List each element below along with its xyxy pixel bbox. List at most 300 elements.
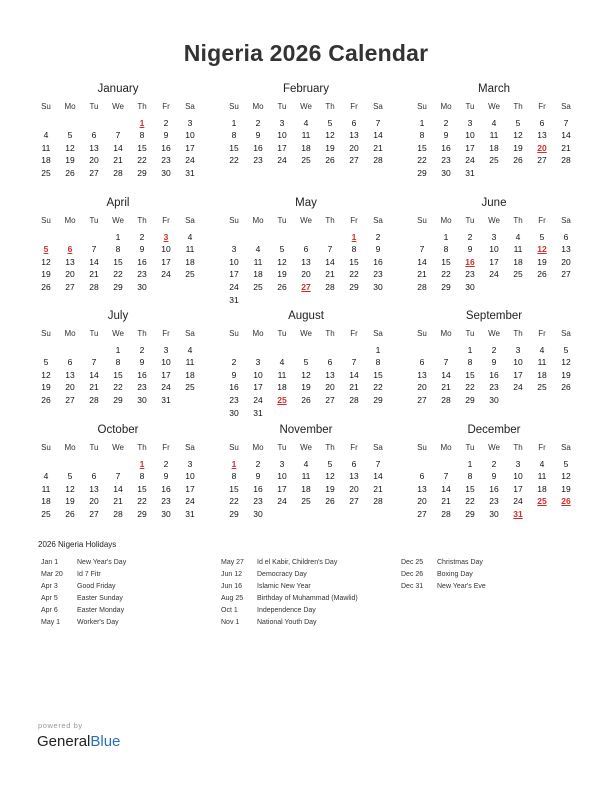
weekday-header: Su — [229, 443, 239, 452]
day-cell: 18 — [185, 369, 195, 380]
holiday-item — [221, 571, 358, 583]
day-cell: 24 — [161, 269, 171, 280]
day-cell: 24 — [513, 496, 523, 507]
day-cell: 13 — [349, 130, 359, 141]
day-cell: 14 — [441, 483, 451, 494]
weekday-header: Sa — [561, 102, 571, 111]
holiday-date: Jan 1 — [41, 559, 59, 566]
day-cell: 13 — [65, 256, 75, 267]
day-cell: 29 — [465, 395, 475, 405]
day-cell: 7 — [419, 244, 425, 255]
day-cell: 11 — [489, 130, 499, 141]
day-cell: 24 — [185, 155, 195, 166]
holiday-date: May 27 — [221, 559, 244, 566]
weekday-header: Su — [417, 102, 427, 111]
day-cell: 22 — [113, 382, 123, 393]
day-cell: 6 — [303, 244, 309, 255]
weekday-header: Th — [137, 329, 147, 338]
day-cell: 16 — [253, 483, 263, 494]
day-cell: 21 — [373, 483, 383, 494]
day-cell: 1 — [375, 344, 381, 355]
holiday-day: 27 — [301, 282, 311, 292]
day-cell: 11 — [253, 256, 263, 267]
day-cell: 15 — [229, 142, 239, 153]
day-cell: 18 — [537, 369, 547, 380]
weekday-header: Su — [417, 216, 427, 225]
holiday-name: Islamic New Year — [257, 583, 311, 590]
month-9 — [34, 424, 202, 519]
weekday-header: Sa — [561, 216, 571, 225]
day-cell: 14 — [441, 369, 451, 380]
weekday-header: Mo — [440, 216, 452, 225]
day-cell: 16 — [229, 382, 239, 393]
day-cell: 2 — [467, 231, 473, 242]
weekday-header: We — [112, 216, 124, 225]
day-cell: 16 — [489, 369, 499, 380]
day-cell: 28 — [349, 395, 359, 405]
day-cell: 19 — [65, 155, 75, 166]
day-cell: 25 — [513, 269, 523, 280]
day-cell: 4 — [255, 244, 261, 255]
holiday-day: 3 — [163, 231, 169, 242]
day-cell: 16 — [161, 142, 171, 153]
day-cell: 26 — [65, 509, 75, 519]
day-cell: 3 — [187, 117, 193, 128]
day-cell: 12 — [41, 369, 51, 380]
day-cell: 10 — [277, 130, 287, 141]
day-cell: 21 — [441, 382, 451, 393]
weekday-header: Tu — [465, 216, 475, 225]
day-cell: 19 — [65, 496, 75, 507]
day-cell: 20 — [325, 382, 335, 393]
day-cell: 11 — [185, 244, 195, 255]
weekday-header: Fr — [538, 443, 546, 452]
holiday-item — [41, 607, 126, 619]
day-cell: 13 — [561, 244, 571, 255]
weekday-header: Tu — [89, 443, 99, 452]
day-cell: 19 — [513, 142, 523, 153]
day-cell: 6 — [539, 117, 545, 128]
day-cell: 27 — [89, 168, 99, 178]
day-cell: 11 — [537, 471, 547, 482]
weekday-header: Sa — [373, 216, 383, 225]
day-cell: 12 — [513, 130, 523, 141]
day-cell: 10 — [185, 471, 195, 482]
day-cell: 4 — [187, 231, 193, 242]
holiday-date: Nov 1 — [221, 619, 240, 626]
day-cell: 30 — [253, 509, 263, 519]
day-cell: 19 — [325, 142, 335, 153]
day-cell: 22 — [417, 155, 427, 166]
day-cell: 3 — [515, 458, 521, 469]
holiday-name: New Year's Eve — [437, 583, 486, 590]
weekday-header: Sa — [561, 443, 571, 452]
day-cell: 31 — [185, 509, 195, 519]
holidays-heading: 2026 Nigeria Holidays — [38, 540, 117, 549]
holiday-name: Independence Day — [257, 607, 316, 614]
day-cell: 30 — [441, 168, 451, 178]
day-cell: 29 — [373, 395, 383, 405]
day-cell: 8 — [139, 130, 145, 141]
weekday-header: Mo — [64, 102, 76, 111]
weekday-header: Fr — [350, 216, 358, 225]
month-name: May — [295, 197, 317, 209]
day-cell: 9 — [255, 471, 261, 482]
day-cell: 8 — [419, 130, 425, 141]
day-cell: 12 — [325, 130, 335, 141]
weekday-header: Mo — [64, 329, 76, 338]
weekday-header: Fr — [162, 102, 170, 111]
day-cell: 20 — [89, 496, 99, 507]
month-6 — [34, 310, 202, 405]
weekday-header: Fr — [350, 102, 358, 111]
day-cell: 6 — [327, 357, 333, 368]
day-cell: 7 — [375, 458, 381, 469]
weekday-header: Th — [325, 329, 335, 338]
day-cell: 30 — [489, 509, 499, 519]
day-cell: 6 — [419, 357, 425, 368]
day-cell: 22 — [137, 496, 147, 507]
month-7 — [222, 310, 390, 418]
day-cell: 14 — [373, 471, 383, 482]
day-cell: 8 — [467, 357, 473, 368]
day-cell: 19 — [41, 382, 51, 393]
day-cell: 12 — [41, 256, 51, 267]
day-cell: 5 — [327, 458, 333, 469]
holiday-name: Worker's Day — [77, 619, 119, 626]
day-cell: 2 — [491, 344, 497, 355]
holiday-item — [221, 595, 358, 607]
day-cell: 2 — [255, 458, 261, 469]
day-cell: 27 — [537, 155, 547, 166]
weekday-header: Sa — [373, 329, 383, 338]
day-cell: 28 — [89, 282, 99, 292]
day-cell: 18 — [253, 269, 263, 280]
weekday-header: Mo — [252, 102, 264, 111]
weekday-header: Tu — [465, 102, 475, 111]
weekday-header: We — [488, 216, 500, 225]
holiday-column — [401, 559, 486, 595]
day-cell: 5 — [539, 231, 545, 242]
day-cell: 9 — [163, 471, 169, 482]
day-cell: 4 — [43, 130, 49, 141]
day-cell: 17 — [277, 483, 287, 494]
weekday-header: We — [488, 443, 500, 452]
holiday-date: Aug 25 — [221, 595, 244, 602]
day-cell: 11 — [41, 142, 51, 153]
day-cell: 8 — [115, 244, 121, 255]
day-cell: 15 — [373, 369, 383, 380]
month-name: August — [288, 310, 324, 322]
weekday-header: Tu — [89, 329, 99, 338]
month-name: July — [107, 310, 129, 322]
brand-logo[interactable] — [37, 733, 120, 750]
day-cell: 11 — [41, 483, 51, 494]
day-cell: 29 — [113, 282, 123, 292]
holiday-name: Birthday of Muhammad (Mawlid) — [257, 595, 358, 602]
day-cell: 19 — [277, 269, 287, 280]
day-cell: 29 — [229, 509, 239, 519]
powered-by-text: powered by — [38, 721, 83, 730]
day-cell: 27 — [417, 395, 427, 405]
day-cell: 13 — [65, 369, 75, 380]
day-cell: 11 — [537, 357, 547, 368]
day-cell: 5 — [563, 458, 569, 469]
weekday-header: Tu — [277, 216, 287, 225]
day-cell: 10 — [161, 244, 171, 255]
day-cell: 28 — [561, 155, 571, 166]
holiday-column — [41, 559, 126, 631]
weekday-header: Su — [229, 216, 239, 225]
day-cell: 15 — [349, 256, 359, 267]
brand-part-1: General — [37, 733, 91, 750]
day-cell: 13 — [537, 130, 547, 141]
day-cell: 15 — [417, 142, 427, 153]
month-1 — [222, 83, 390, 166]
day-cell: 27 — [417, 509, 427, 519]
day-cell: 24 — [253, 395, 263, 405]
holiday-day: 31 — [513, 509, 523, 519]
weekday-header: We — [300, 102, 312, 111]
month-name: January — [97, 83, 139, 95]
day-cell: 31 — [161, 395, 171, 405]
weekday-header: Mo — [440, 102, 452, 111]
weekday-header: Th — [513, 102, 523, 111]
day-cell: 5 — [279, 244, 285, 255]
day-cell: 7 — [443, 471, 449, 482]
weekday-header: Fr — [538, 216, 546, 225]
day-cell: 25 — [185, 269, 195, 280]
day-cell: 28 — [373, 496, 383, 507]
day-cell: 5 — [563, 344, 569, 355]
holiday-date: Dec 26 — [401, 571, 424, 578]
day-cell: 6 — [419, 471, 425, 482]
day-cell: 21 — [113, 155, 123, 166]
weekday-header: Sa — [373, 443, 383, 452]
weekday-header: Sa — [185, 102, 195, 111]
day-cell: 7 — [91, 357, 97, 368]
holiday-item — [401, 559, 486, 571]
weekday-header: Sa — [185, 216, 195, 225]
brand-part-2: Blue — [90, 733, 121, 750]
day-cell: 17 — [513, 483, 523, 494]
weekday-header: Su — [41, 102, 51, 111]
month-0 — [34, 83, 202, 178]
day-cell: 30 — [137, 395, 147, 405]
holiday-name: Id 7 Fitr — [77, 571, 101, 578]
month-8 — [410, 310, 578, 405]
day-cell: 24 — [489, 269, 499, 280]
day-cell: 11 — [185, 357, 195, 368]
weekday-header: We — [488, 329, 500, 338]
day-cell: 4 — [491, 117, 497, 128]
weekday-header: Sa — [185, 443, 195, 452]
day-cell: 17 — [465, 142, 475, 153]
day-cell: 17 — [513, 369, 523, 380]
day-cell: 14 — [561, 130, 571, 141]
day-cell: 9 — [139, 357, 145, 368]
month-2 — [410, 83, 578, 178]
holiday-day: 25 — [537, 496, 547, 507]
day-cell: 27 — [65, 395, 75, 405]
day-cell: 12 — [561, 357, 571, 368]
day-cell: 11 — [301, 130, 311, 141]
day-cell: 18 — [489, 142, 499, 153]
day-cell: 6 — [91, 471, 97, 482]
day-cell: 10 — [465, 130, 475, 141]
day-cell: 4 — [303, 117, 309, 128]
day-cell: 6 — [351, 458, 357, 469]
day-cell: 24 — [465, 155, 475, 166]
weekday-header: Fr — [538, 329, 546, 338]
day-cell: 4 — [279, 357, 285, 368]
day-cell: 17 — [277, 142, 287, 153]
day-cell: 27 — [325, 395, 335, 405]
day-cell: 10 — [253, 369, 263, 380]
day-cell: 19 — [301, 382, 311, 393]
holiday-day: 16 — [465, 256, 475, 267]
day-cell: 9 — [231, 369, 237, 380]
month-name: September — [465, 310, 523, 322]
day-cell: 30 — [161, 168, 171, 178]
holiday-date: Dec 25 — [401, 559, 424, 566]
weekday-header: We — [112, 102, 124, 111]
day-cell: 18 — [41, 155, 51, 166]
weekday-header: Su — [229, 102, 239, 111]
day-cell: 4 — [539, 458, 545, 469]
day-cell: 2 — [139, 231, 145, 242]
day-cell: 23 — [373, 269, 383, 280]
day-cell: 1 — [115, 231, 121, 242]
weekday-header: Tu — [277, 329, 287, 338]
day-cell: 13 — [301, 256, 311, 267]
day-cell: 8 — [231, 130, 237, 141]
day-cell: 21 — [349, 382, 359, 393]
day-cell: 27 — [349, 155, 359, 166]
day-cell: 26 — [325, 155, 335, 166]
day-cell: 8 — [231, 471, 237, 482]
holiday-name: Christmas Day — [437, 559, 483, 566]
day-cell: 11 — [301, 471, 311, 482]
weekday-header: Fr — [162, 329, 170, 338]
weekday-header: Th — [513, 443, 523, 452]
holiday-item — [401, 571, 486, 583]
day-cell: 17 — [185, 483, 195, 494]
day-cell: 10 — [513, 471, 523, 482]
weekday-header: Tu — [89, 216, 99, 225]
day-cell: 23 — [161, 155, 171, 166]
day-cell: 28 — [113, 168, 123, 178]
day-cell: 16 — [253, 142, 263, 153]
day-cell: 27 — [561, 269, 571, 280]
day-cell: 15 — [229, 483, 239, 494]
weekday-header: Fr — [162, 216, 170, 225]
day-cell: 2 — [163, 458, 169, 469]
weekday-header: Su — [417, 443, 427, 452]
holiday-day: 20 — [537, 142, 547, 153]
day-cell: 2 — [163, 117, 169, 128]
holiday-day: 6 — [67, 244, 73, 255]
day-cell: 27 — [349, 496, 359, 507]
month-3 — [34, 197, 202, 292]
weekday-header: We — [112, 329, 124, 338]
day-cell: 3 — [279, 458, 285, 469]
day-cell: 21 — [441, 496, 451, 507]
holiday-date: Oct 1 — [221, 607, 238, 614]
weekday-header: Su — [41, 329, 51, 338]
day-cell: 1 — [419, 117, 425, 128]
day-cell: 13 — [325, 369, 335, 380]
weekday-header: Th — [325, 216, 335, 225]
day-cell: 25 — [537, 382, 547, 393]
weekday-header: Th — [513, 329, 523, 338]
weekday-header: Tu — [277, 443, 287, 452]
day-cell: 14 — [89, 369, 99, 380]
day-cell: 18 — [185, 256, 195, 267]
day-cell: 21 — [417, 269, 427, 280]
weekday-header: Th — [325, 102, 335, 111]
day-cell: 23 — [441, 155, 451, 166]
day-cell: 16 — [441, 142, 451, 153]
day-cell: 23 — [229, 395, 239, 405]
day-cell: 5 — [43, 357, 49, 368]
day-cell: 23 — [465, 269, 475, 280]
day-cell: 4 — [187, 344, 193, 355]
holiday-item — [401, 583, 486, 595]
month-name: April — [106, 197, 130, 209]
day-cell: 9 — [255, 130, 261, 141]
day-cell: 10 — [161, 357, 171, 368]
day-cell: 25 — [185, 382, 195, 393]
weekday-header: Mo — [440, 443, 452, 452]
day-cell: 1 — [467, 344, 473, 355]
day-cell: 3 — [467, 117, 473, 128]
day-cell: 10 — [277, 471, 287, 482]
day-cell: 21 — [89, 269, 99, 280]
day-cell: 3 — [231, 244, 237, 255]
day-cell: 12 — [561, 471, 571, 482]
day-cell: 8 — [115, 357, 121, 368]
day-cell: 29 — [417, 168, 427, 178]
day-cell: 6 — [563, 231, 569, 242]
day-cell: 17 — [229, 269, 239, 280]
day-cell: 5 — [67, 130, 73, 141]
day-cell: 26 — [41, 395, 51, 405]
day-cell: 2 — [255, 117, 261, 128]
day-cell: 20 — [349, 142, 359, 153]
day-cell: 19 — [561, 369, 571, 380]
day-cell: 17 — [185, 142, 195, 153]
day-cell: 9 — [467, 244, 473, 255]
day-cell: 10 — [185, 130, 195, 141]
holiday-name: Boxing Day — [437, 571, 473, 578]
day-cell: 11 — [513, 244, 523, 255]
day-cell: 20 — [417, 382, 427, 393]
weekday-header: Th — [325, 443, 335, 452]
holiday-item — [41, 571, 126, 583]
day-cell: 12 — [65, 483, 75, 494]
day-cell: 1 — [115, 344, 121, 355]
day-cell: 27 — [89, 509, 99, 519]
day-cell: 19 — [537, 256, 547, 267]
day-cell: 22 — [113, 269, 123, 280]
holiday-date: May 1 — [41, 619, 61, 626]
month-5 — [410, 197, 578, 292]
holiday-name: Good Friday — [77, 583, 116, 590]
day-cell: 28 — [325, 282, 335, 292]
day-cell: 24 — [161, 382, 171, 393]
holiday-day: 1 — [351, 231, 357, 242]
